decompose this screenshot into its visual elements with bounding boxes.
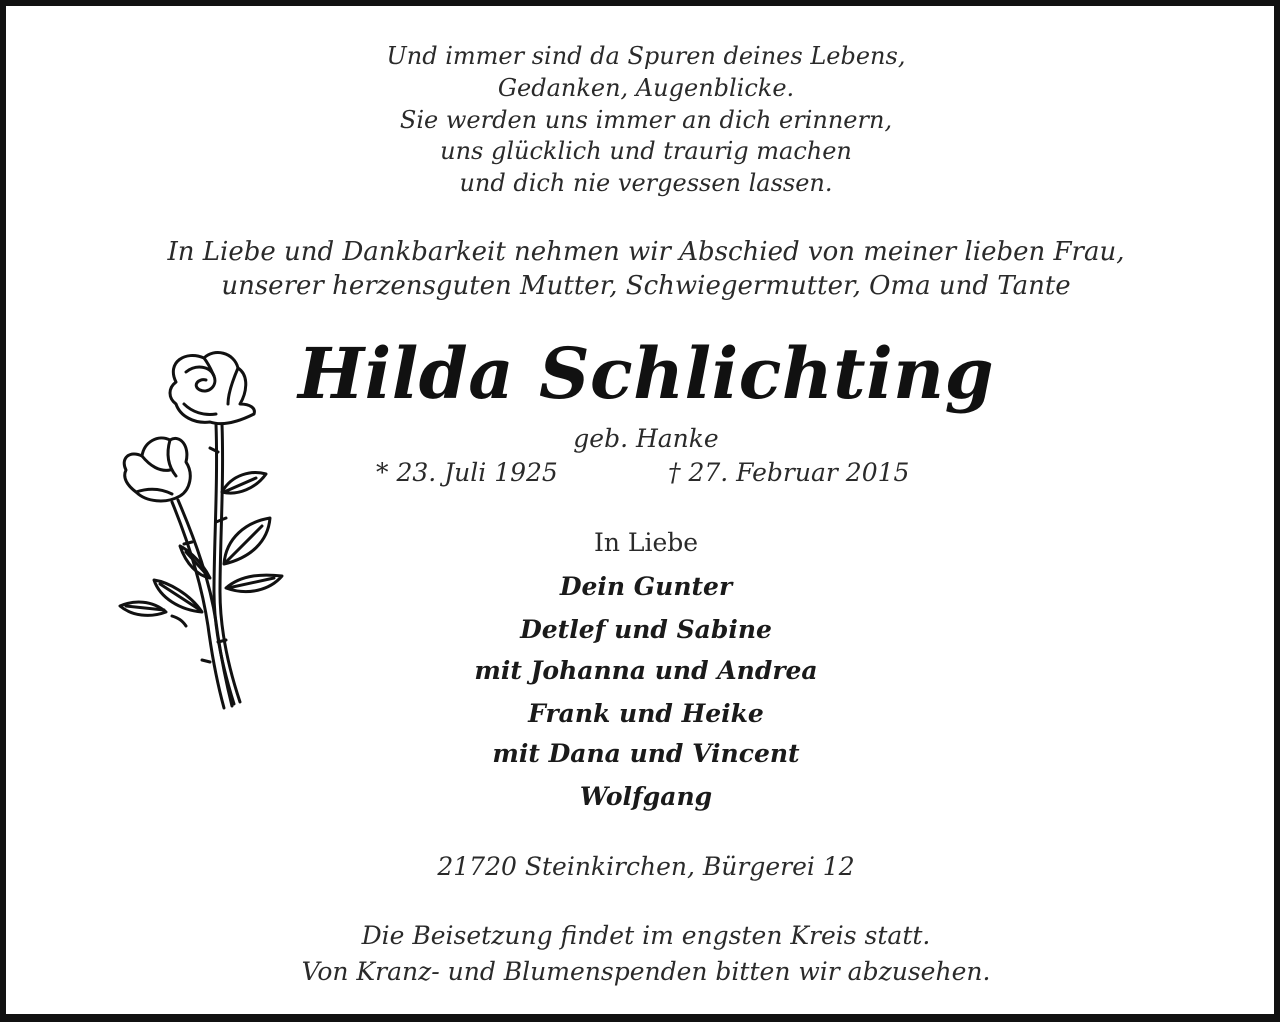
- maiden-name: geb. Hanke: [573, 424, 719, 453]
- address: 21720 Steinkirchen, Bürgerei 12: [437, 852, 855, 881]
- intro-line: In Liebe und Dankbarkeit nehmen wir Abschied von meiner lieben Frau,: [167, 237, 1125, 267]
- family-member: Detlef und Sabine: [520, 615, 772, 644]
- closing-phrase: In Liebe: [593, 528, 699, 557]
- death-date: † 27. Februar 2015: [668, 458, 910, 487]
- poem-line: Gedanken, Augenblicke.: [497, 74, 795, 102]
- family-member: mit Dana und Vincent: [492, 739, 800, 768]
- family-member: mit Johanna und Andrea: [474, 656, 818, 685]
- family-member: Frank und Heike: [528, 699, 764, 728]
- intro-line: unserer herzensguten Mutter, Schwiegermutter, Oma und Tante: [221, 271, 1071, 301]
- poem-line: und dich nie vergessen lassen.: [459, 169, 833, 197]
- family-member: Wolfgang: [579, 782, 713, 811]
- poem-line: Und immer sind da Spuren deines Lebens,: [386, 42, 906, 70]
- deceased-name: Hilda Schlichting: [297, 332, 995, 415]
- notice-line: Die Beisetzung findet im engsten Kreis statt.: [361, 921, 931, 950]
- family-member: Dein Gunter: [559, 572, 733, 601]
- poem-line: uns glücklich und traurig machen: [440, 137, 852, 165]
- birth-date: * 23. Juli 1925: [376, 458, 558, 487]
- poem-line: Sie werden uns immer an dich erinnern,: [399, 106, 893, 134]
- notice-line: Von Kranz- und Blumenspenden bitten wir abzusehen.: [301, 957, 991, 986]
